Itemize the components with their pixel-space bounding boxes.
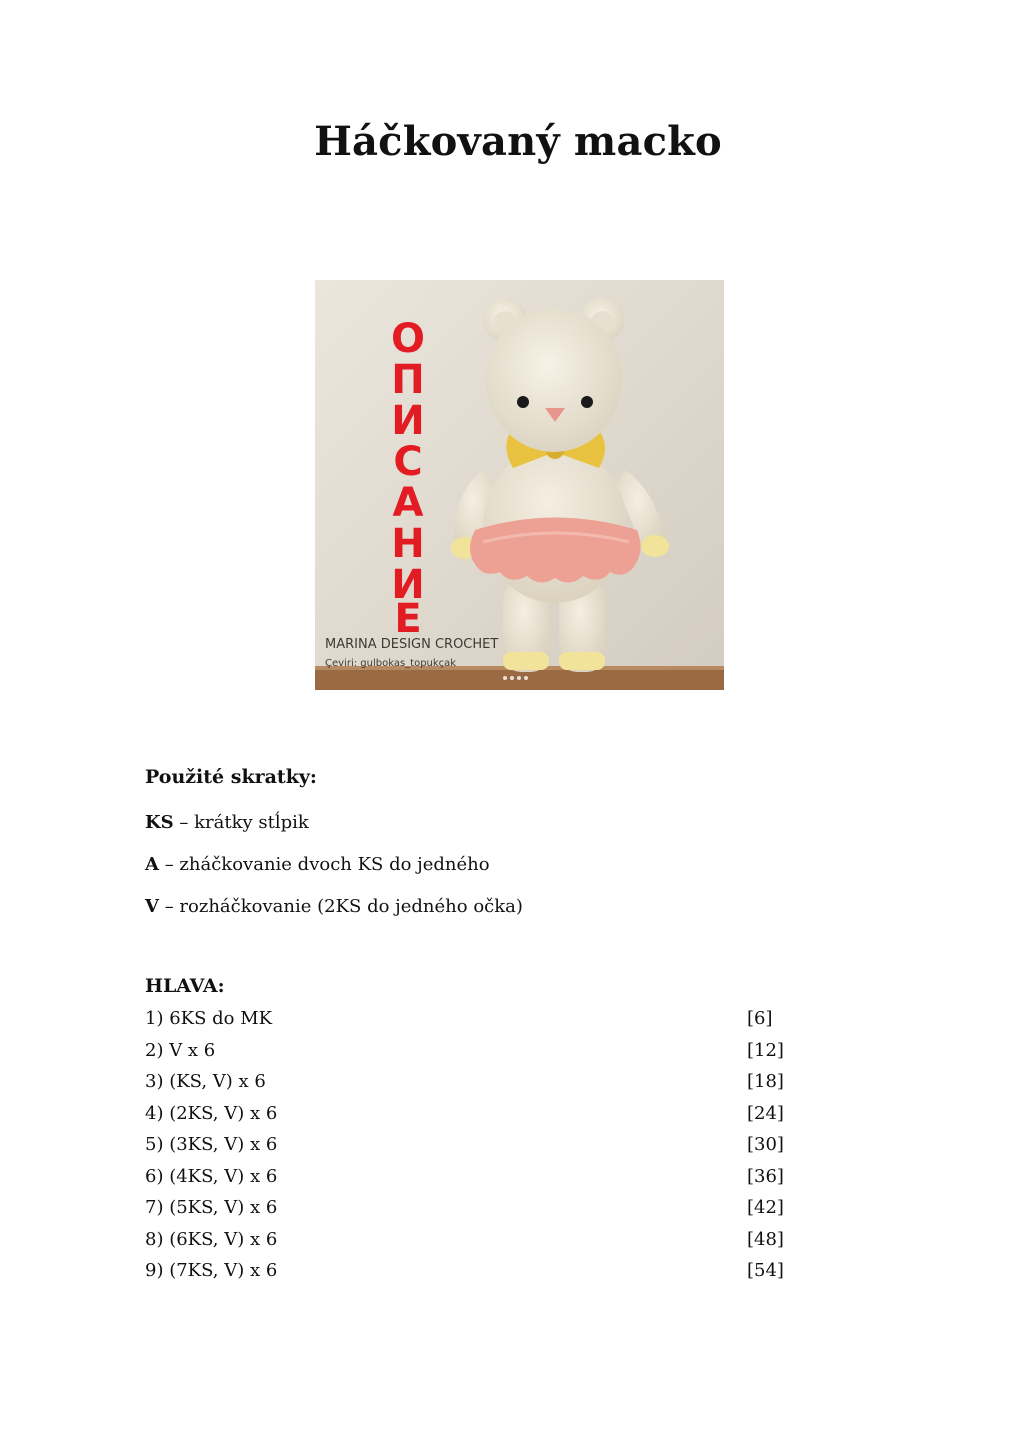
bear-left-eye bbox=[517, 396, 529, 408]
document-title: Háčkovaný macko bbox=[314, 118, 722, 165]
photo-letter: А bbox=[392, 480, 424, 526]
pattern-rows bbox=[145, 1008, 805, 1292]
abbreviation-item bbox=[145, 896, 523, 917]
pattern-row bbox=[145, 1008, 805, 1040]
photo-letter: С bbox=[393, 439, 423, 485]
photo-watermark-line2: Çeviri: gulbokas_topukçak bbox=[325, 658, 457, 669]
pattern-row bbox=[145, 1103, 805, 1135]
photo-letter: О bbox=[390, 316, 426, 362]
row-step: 7) (5KS, V) x 6 bbox=[145, 1197, 278, 1218]
pattern-row bbox=[145, 1260, 805, 1292]
row-step: 3) (KS, V) x 6 bbox=[145, 1071, 266, 1092]
row-step: 8) (6KS, V) x 6 bbox=[145, 1228, 278, 1250]
teddy-bear-photo bbox=[315, 280, 724, 690]
row-count: [36] bbox=[747, 1165, 784, 1187]
photo-letter: И bbox=[391, 398, 425, 444]
photo-letter: И bbox=[391, 562, 425, 608]
row-count: [30] bbox=[747, 1134, 784, 1155]
abbreviation-key: KS bbox=[145, 812, 174, 833]
row-count: [24] bbox=[747, 1102, 784, 1124]
abbreviation-item bbox=[145, 812, 309, 833]
row-count: [42] bbox=[747, 1197, 784, 1218]
photo-vertical-text bbox=[391, 316, 425, 642]
row-step: 2) V x 6 bbox=[145, 1039, 216, 1061]
row-step: 6) (4KS, V) x 6 bbox=[145, 1165, 278, 1187]
row-count: [6] bbox=[747, 1008, 773, 1029]
abbreviation-key: A bbox=[145, 854, 159, 875]
photo-letter: Н bbox=[391, 521, 425, 567]
photo-letter: П bbox=[391, 357, 425, 403]
row-count: [18] bbox=[747, 1071, 784, 1092]
row-count: [48] bbox=[747, 1228, 784, 1250]
pattern-row bbox=[145, 1229, 805, 1261]
row-step: 1) 6KS do MK bbox=[145, 1008, 273, 1029]
row-step: 4) (2KS, V) x 6 bbox=[145, 1102, 278, 1124]
abbreviation-text: – krátky stĺpik bbox=[173, 812, 309, 833]
row-step: 5) (3KS, V) x 6 bbox=[145, 1134, 278, 1155]
pattern-row bbox=[145, 1197, 805, 1229]
row-count: [12] bbox=[747, 1039, 784, 1061]
photo-letter: Е bbox=[394, 596, 422, 642]
abbreviation-item bbox=[145, 854, 490, 875]
photo-watermark-line1: MARINA DESIGN CROCHET bbox=[325, 637, 499, 652]
row-count: [54] bbox=[747, 1260, 784, 1281]
abbreviations-heading: Použité skratky: bbox=[145, 766, 317, 788]
pattern-row bbox=[145, 1134, 805, 1166]
abbreviation-key: V bbox=[145, 896, 159, 917]
bear-skirt bbox=[470, 518, 641, 583]
abbreviation-text: – zháčkovanie dvoch KS do jedného bbox=[158, 854, 490, 875]
row-step: 9) (7KS, V) x 6 bbox=[145, 1260, 278, 1281]
pattern-row bbox=[145, 1166, 805, 1198]
bear-head bbox=[486, 308, 622, 452]
bear-right-eye bbox=[581, 396, 593, 408]
head-section-heading: HLAVA: bbox=[145, 975, 225, 997]
pattern-row bbox=[145, 1040, 805, 1072]
pattern-row bbox=[145, 1071, 805, 1103]
abbreviation-text: – rozháčkovanie (2KS do jedného očka) bbox=[158, 896, 523, 917]
